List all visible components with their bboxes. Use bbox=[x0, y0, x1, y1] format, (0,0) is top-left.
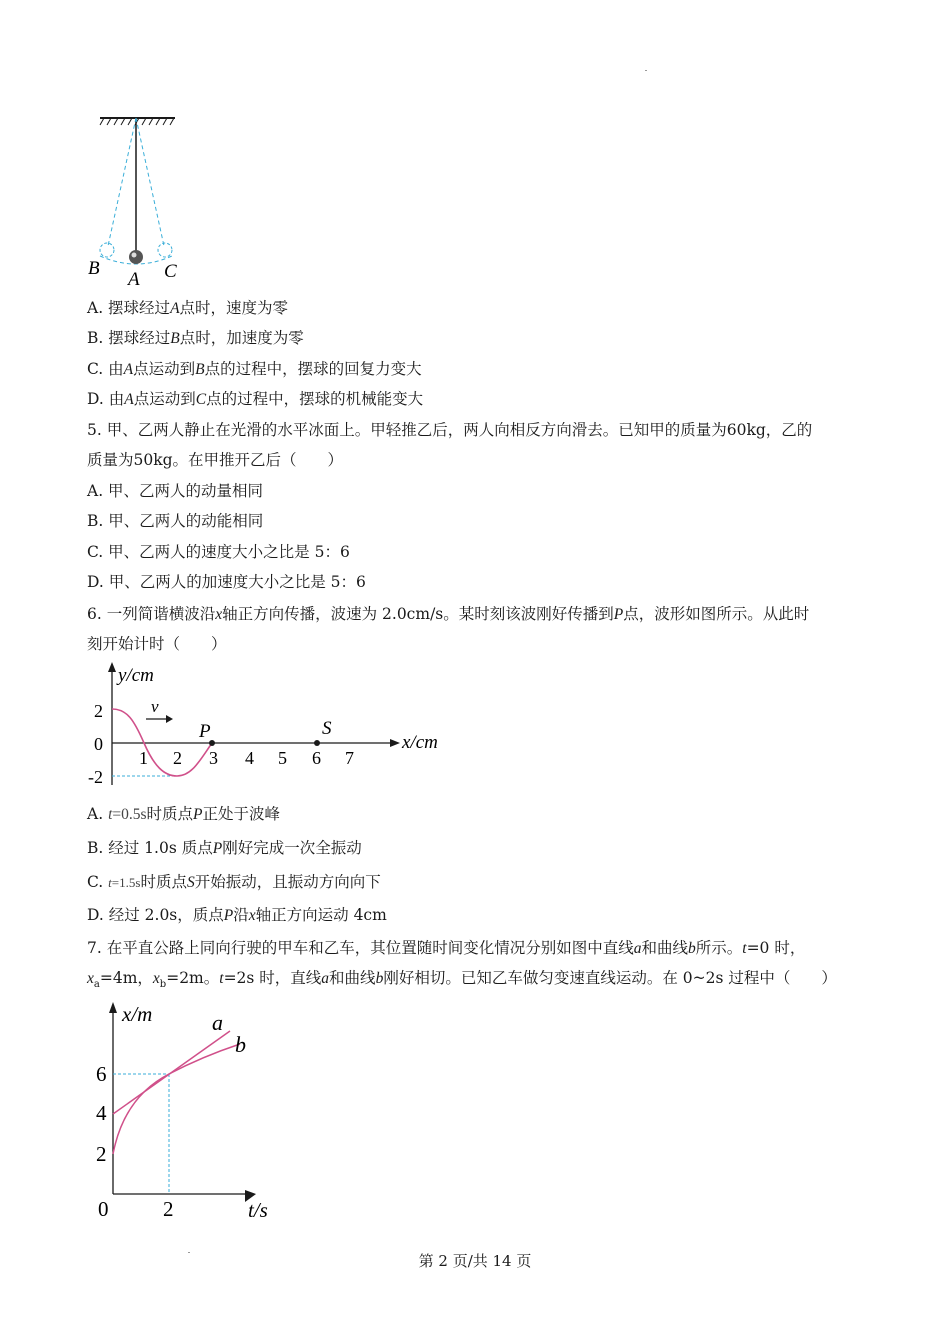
xt-origin: 0 bbox=[98, 1197, 109, 1221]
q6-stem-line2: 刻开始计时（ ） bbox=[87, 635, 227, 653]
label-c: C bbox=[164, 261, 177, 282]
y-tick-2: 2 bbox=[94, 701, 103, 721]
q5-stem-line2: 质量为50kg。在甲推开乙后（ ） bbox=[87, 451, 344, 469]
scan-mark bbox=[645, 70, 647, 71]
x-tick-2: 2 bbox=[173, 748, 182, 768]
x-tick-5: 5 bbox=[278, 748, 287, 768]
y-tick-neg2: -2 bbox=[88, 767, 103, 787]
xt-graph bbox=[88, 998, 288, 1228]
q5-option-c: C. 甲、乙两人的速度大小之比是 5：6 bbox=[87, 543, 350, 561]
xt-y-tick-4: 4 bbox=[96, 1101, 107, 1125]
scan-mark bbox=[188, 1252, 190, 1253]
x-tick-6: 6 bbox=[312, 748, 321, 768]
x-axis-label: x/cm bbox=[402, 732, 438, 753]
label-b: B bbox=[88, 258, 100, 279]
q7-stem-line1: 7. 在平直公路上同向行驶的甲车和乙车，其位置随时间变化情况分别如图中直线a和曲线b所示。t=0 时， bbox=[87, 939, 806, 957]
q4-option-b: B. 摆球经过B点时，加速度为零 bbox=[87, 329, 304, 347]
q6-option-c: C. t=1.5s时质点S开始振动，且振动方向向下 bbox=[87, 873, 381, 891]
q4-option-c: C. 由A点运动到B点的过程中，摆球的回复力变大 bbox=[87, 360, 422, 378]
x-tick-7: 7 bbox=[345, 748, 354, 768]
x-tick-3: 3 bbox=[209, 748, 218, 768]
q6-option-b: B. 经过 1.0s 质点P刚好完成一次全振动 bbox=[87, 839, 362, 857]
point-p-label: P bbox=[199, 721, 211, 742]
y-tick-0: 0 bbox=[94, 734, 103, 754]
velocity-label: v bbox=[151, 697, 159, 716]
q7-stem-line2: $x_a=4m$，$x_b=2m$。t=2s 时，直线a和曲线b刚好相切。已知乙车做匀变速直线运动。在 0~2s 过程中（ ） bbox=[87, 969, 837, 991]
page-footer: 第 2 页/共 14 页 bbox=[418, 1252, 532, 1270]
q5-option-b: B. 甲、乙两人的动能相同 bbox=[87, 512, 264, 530]
xt-y-tick-2: 2 bbox=[96, 1142, 107, 1166]
pendulum-diagram bbox=[80, 110, 200, 290]
xt-label-b: b bbox=[235, 1032, 246, 1057]
xt-label-a: a bbox=[212, 1010, 223, 1035]
q6-option-d: D. 经过 2.0s，质点P沿x轴正方向运动 4cm bbox=[87, 906, 387, 924]
xt-y-axis-label: x/m bbox=[122, 1002, 153, 1026]
q4-option-a: A. 摆球经过A点时，速度为零 bbox=[87, 299, 289, 317]
q5-stem-line1: 5. 甲、乙两人静止在光滑的水平冰面上。甲轻推乙后，两人向相反方向滑去。已知甲的质量为60kg，乙的 bbox=[87, 421, 813, 439]
q4-option-d: D. 由A点运动到C点的过程中，摆球的机械能变大 bbox=[87, 390, 424, 408]
xt-x-axis-label: t/s bbox=[248, 1198, 268, 1222]
xt-x-tick-2: 2 bbox=[163, 1197, 174, 1221]
q6-stem-line1: 6. 一列简谐横波沿x轴正方向传播，波速为 2.0cm/s。某时刻该波刚好传播到P点，波形如图所示。从此时 bbox=[87, 605, 810, 623]
wave-graph bbox=[82, 660, 462, 790]
label-a: A bbox=[128, 269, 140, 290]
xt-figure bbox=[88, 998, 288, 1228]
xt-y-tick-6: 6 bbox=[96, 1062, 107, 1086]
y-axis-label: y/cm bbox=[118, 665, 154, 686]
point-s-label: S bbox=[322, 718, 332, 739]
q6-option-a: A. t=0.5s时质点P正处于波峰 bbox=[87, 805, 281, 823]
x-tick-1: 1 bbox=[139, 748, 148, 768]
pendulum-figure bbox=[80, 110, 200, 290]
x-tick-4: 4 bbox=[245, 748, 254, 768]
wave-figure bbox=[82, 660, 462, 790]
q5-option-d: D. 甲、乙两人的加速度大小之比是 5：6 bbox=[87, 573, 366, 591]
q5-option-a: A. 甲、乙两人的动量相同 bbox=[87, 482, 264, 500]
